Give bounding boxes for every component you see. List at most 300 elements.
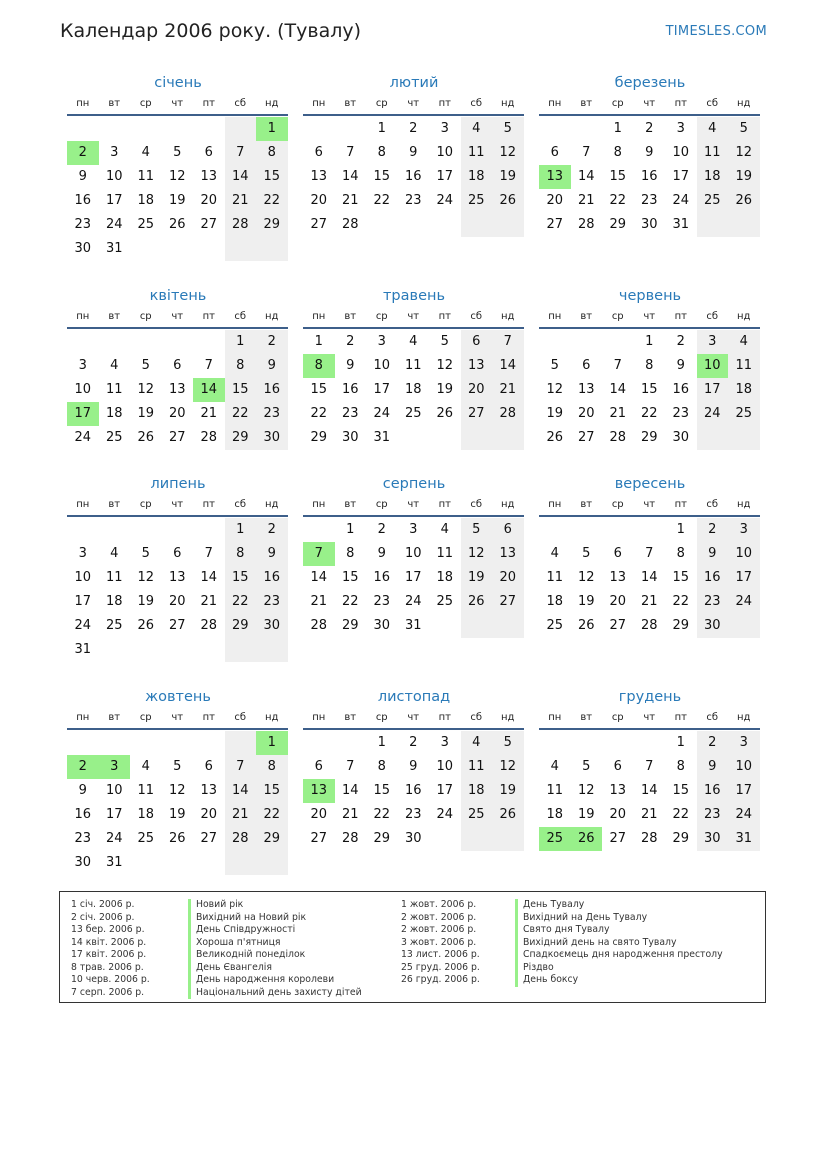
day-cell[interactable]: 30 xyxy=(404,831,422,846)
day-cell[interactable]: 8 xyxy=(676,546,685,561)
day-cell[interactable]: 30 xyxy=(640,217,658,232)
day-cell[interactable]: 20 xyxy=(461,378,493,402)
day-cell[interactable]: 20 xyxy=(546,193,564,208)
day-cell[interactable]: 10 xyxy=(74,570,92,585)
day-cell[interactable]: 5 xyxy=(173,759,182,774)
holiday-day-cell[interactable]: 26 xyxy=(571,827,603,851)
day-cell[interactable]: 10 xyxy=(672,145,690,160)
day-cell[interactable]: 1 xyxy=(676,735,685,750)
day-cell[interactable]: 26 xyxy=(436,406,454,421)
day-cell[interactable]: 1 xyxy=(377,735,386,750)
day-cell[interactable]: 11 xyxy=(546,570,564,585)
day-cell[interactable]: 9 xyxy=(697,542,729,566)
day-cell[interactable]: 21 xyxy=(341,193,359,208)
day-cell[interactable]: 10 xyxy=(105,169,123,184)
day-cell[interactable]: 17 xyxy=(728,566,760,590)
day-cell[interactable]: 5 xyxy=(173,145,182,160)
day-cell[interactable]: 27 xyxy=(461,402,493,426)
day-cell[interactable]: 29 xyxy=(672,831,690,846)
day-cell[interactable]: 20 xyxy=(492,566,524,590)
day-cell[interactable]: 22 xyxy=(373,807,391,822)
day-cell[interactable]: 25 xyxy=(137,217,155,232)
day-cell[interactable]: 18 xyxy=(137,807,155,822)
day-cell[interactable]: 18 xyxy=(105,406,123,421)
day-cell[interactable]: 27 xyxy=(577,430,595,445)
day-cell[interactable]: 2 xyxy=(697,518,729,542)
holiday-day-cell[interactable]: 17 xyxy=(67,402,99,426)
day-cell[interactable]: 21 xyxy=(341,807,359,822)
day-cell[interactable]: 15 xyxy=(373,783,391,798)
day-cell[interactable]: 17 xyxy=(436,169,454,184)
day-cell[interactable]: 11 xyxy=(461,755,493,779)
day-cell[interactable]: 2 xyxy=(409,121,418,136)
day-cell[interactable]: 22 xyxy=(373,193,391,208)
day-cell[interactable]: 24 xyxy=(436,193,454,208)
day-cell[interactable]: 7 xyxy=(346,759,355,774)
day-cell[interactable]: 1 xyxy=(377,121,386,136)
day-cell[interactable]: 8 xyxy=(377,759,386,774)
day-cell[interactable]: 3 xyxy=(110,145,119,160)
day-cell[interactable]: 22 xyxy=(225,590,257,614)
day-cell[interactable]: 6 xyxy=(173,546,182,561)
day-cell[interactable]: 30 xyxy=(74,241,92,256)
day-cell[interactable]: 19 xyxy=(168,193,186,208)
day-cell[interactable]: 25 xyxy=(461,189,493,213)
day-cell[interactable]: 25 xyxy=(436,594,454,609)
day-cell[interactable]: 17 xyxy=(74,594,92,609)
day-cell[interactable]: 20 xyxy=(310,193,328,208)
day-cell[interactable]: 1 xyxy=(225,330,257,354)
day-cell[interactable]: 29 xyxy=(341,618,359,633)
day-cell[interactable]: 1 xyxy=(225,518,257,542)
day-cell[interactable]: 10 xyxy=(74,382,92,397)
day-cell[interactable]: 5 xyxy=(141,546,150,561)
day-cell[interactable]: 24 xyxy=(74,618,92,633)
day-cell[interactable]: 7 xyxy=(613,358,622,373)
day-cell[interactable]: 5 xyxy=(141,358,150,373)
day-cell[interactable]: 26 xyxy=(461,590,493,614)
day-cell[interactable]: 25 xyxy=(404,406,422,421)
day-cell[interactable]: 11 xyxy=(546,783,564,798)
day-cell[interactable]: 21 xyxy=(200,594,218,609)
day-cell[interactable]: 14 xyxy=(609,382,627,397)
day-cell[interactable]: 22 xyxy=(672,807,690,822)
day-cell[interactable]: 17 xyxy=(697,378,729,402)
holiday-day-cell[interactable]: 2 xyxy=(67,141,99,165)
day-cell[interactable]: 12 xyxy=(577,570,595,585)
day-cell[interactable]: 15 xyxy=(672,783,690,798)
day-cell[interactable]: 20 xyxy=(577,406,595,421)
day-cell[interactable]: 28 xyxy=(577,217,595,232)
day-cell[interactable]: 8 xyxy=(256,141,288,165)
day-cell[interactable]: 23 xyxy=(341,406,359,421)
day-cell[interactable]: 27 xyxy=(492,590,524,614)
day-cell[interactable]: 28 xyxy=(225,213,257,237)
day-cell[interactable]: 2 xyxy=(676,334,685,349)
day-cell[interactable]: 29 xyxy=(225,614,257,638)
day-cell[interactable]: 5 xyxy=(728,117,760,141)
day-cell[interactable]: 24 xyxy=(105,217,123,232)
day-cell[interactable]: 26 xyxy=(546,430,564,445)
day-cell[interactable]: 22 xyxy=(341,594,359,609)
day-cell[interactable]: 13 xyxy=(168,570,186,585)
day-cell[interactable]: 18 xyxy=(697,165,729,189)
day-cell[interactable]: 22 xyxy=(256,189,288,213)
day-cell[interactable]: 21 xyxy=(200,406,218,421)
day-cell[interactable]: 9 xyxy=(409,759,418,774)
day-cell[interactable]: 7 xyxy=(645,759,654,774)
day-cell[interactable]: 6 xyxy=(314,145,323,160)
day-cell[interactable]: 20 xyxy=(609,807,627,822)
day-cell[interactable]: 19 xyxy=(546,406,564,421)
holiday-day-cell[interactable]: 2 xyxy=(67,755,99,779)
day-cell[interactable]: 23 xyxy=(373,594,391,609)
day-cell[interactable]: 20 xyxy=(168,594,186,609)
day-cell[interactable]: 27 xyxy=(609,831,627,846)
day-cell[interactable]: 13 xyxy=(310,169,328,184)
day-cell[interactable]: 6 xyxy=(613,546,622,561)
day-cell[interactable]: 15 xyxy=(256,779,288,803)
day-cell[interactable]: 31 xyxy=(728,827,760,851)
day-cell[interactable]: 16 xyxy=(640,169,658,184)
day-cell[interactable]: 19 xyxy=(137,406,155,421)
day-cell[interactable]: 5 xyxy=(550,358,559,373)
day-cell[interactable]: 27 xyxy=(546,217,564,232)
day-cell[interactable]: 4 xyxy=(697,117,729,141)
day-cell[interactable]: 28 xyxy=(640,831,658,846)
day-cell[interactable]: 18 xyxy=(546,594,564,609)
day-cell[interactable]: 30 xyxy=(256,426,288,450)
day-cell[interactable]: 5 xyxy=(492,117,524,141)
day-cell[interactable]: 17 xyxy=(672,169,690,184)
day-cell[interactable]: 31 xyxy=(672,217,690,232)
day-cell[interactable]: 25 xyxy=(728,402,760,426)
day-cell[interactable]: 28 xyxy=(200,430,218,445)
day-cell[interactable]: 10 xyxy=(105,783,123,798)
day-cell[interactable]: 24 xyxy=(74,430,92,445)
day-cell[interactable]: 17 xyxy=(105,807,123,822)
day-cell[interactable]: 29 xyxy=(256,213,288,237)
day-cell[interactable]: 31 xyxy=(74,642,92,657)
day-cell[interactable]: 14 xyxy=(640,570,658,585)
holiday-day-cell[interactable]: 10 xyxy=(697,354,729,378)
day-cell[interactable]: 13 xyxy=(577,382,595,397)
day-cell[interactable]: 18 xyxy=(461,165,493,189)
day-cell[interactable]: 16 xyxy=(672,382,690,397)
day-cell[interactable]: 15 xyxy=(373,169,391,184)
day-cell[interactable]: 3 xyxy=(676,121,685,136)
day-cell[interactable]: 12 xyxy=(492,755,524,779)
day-cell[interactable]: 11 xyxy=(697,141,729,165)
day-cell[interactable]: 8 xyxy=(225,542,257,566)
day-cell[interactable]: 13 xyxy=(200,169,218,184)
day-cell[interactable]: 14 xyxy=(492,354,524,378)
day-cell[interactable]: 3 xyxy=(440,121,449,136)
day-cell[interactable]: 23 xyxy=(256,590,288,614)
day-cell[interactable]: 4 xyxy=(550,759,559,774)
day-cell[interactable]: 26 xyxy=(137,430,155,445)
day-cell[interactable]: 15 xyxy=(640,382,658,397)
day-cell[interactable]: 28 xyxy=(492,402,524,426)
day-cell[interactable]: 15 xyxy=(672,570,690,585)
day-cell[interactable]: 23 xyxy=(640,193,658,208)
day-cell[interactable]: 21 xyxy=(225,189,257,213)
day-cell[interactable]: 12 xyxy=(168,169,186,184)
day-cell[interactable]: 22 xyxy=(256,803,288,827)
day-cell[interactable]: 16 xyxy=(373,570,391,585)
day-cell[interactable]: 21 xyxy=(225,803,257,827)
day-cell[interactable]: 18 xyxy=(105,594,123,609)
day-cell[interactable]: 11 xyxy=(728,354,760,378)
day-cell[interactable]: 29 xyxy=(256,827,288,851)
day-cell[interactable]: 1 xyxy=(676,522,685,537)
day-cell[interactable]: 18 xyxy=(404,382,422,397)
day-cell[interactable]: 20 xyxy=(609,594,627,609)
day-cell[interactable]: 30 xyxy=(341,430,359,445)
day-cell[interactable]: 18 xyxy=(137,193,155,208)
day-cell[interactable]: 14 xyxy=(310,570,328,585)
day-cell[interactable]: 3 xyxy=(409,522,418,537)
day-cell[interactable]: 10 xyxy=(436,145,454,160)
day-cell[interactable]: 4 xyxy=(550,546,559,561)
day-cell[interactable]: 5 xyxy=(440,334,449,349)
day-cell[interactable]: 2 xyxy=(645,121,654,136)
day-cell[interactable]: 28 xyxy=(200,618,218,633)
day-cell[interactable]: 6 xyxy=(492,518,524,542)
day-cell[interactable]: 19 xyxy=(168,807,186,822)
day-cell[interactable]: 4 xyxy=(440,522,449,537)
day-cell[interactable]: 1 xyxy=(613,121,622,136)
day-cell[interactable]: 4 xyxy=(409,334,418,349)
day-cell[interactable]: 7 xyxy=(204,546,213,561)
day-cell[interactable]: 10 xyxy=(373,358,391,373)
day-cell[interactable]: 25 xyxy=(546,618,564,633)
day-cell[interactable]: 8 xyxy=(613,145,622,160)
day-cell[interactable]: 24 xyxy=(105,831,123,846)
day-cell[interactable]: 6 xyxy=(613,759,622,774)
day-cell[interactable]: 21 xyxy=(310,594,328,609)
day-cell[interactable]: 27 xyxy=(200,831,218,846)
day-cell[interactable]: 25 xyxy=(105,430,123,445)
day-cell[interactable]: 21 xyxy=(640,594,658,609)
day-cell[interactable]: 15 xyxy=(609,169,627,184)
day-cell[interactable]: 22 xyxy=(672,594,690,609)
day-cell[interactable]: 12 xyxy=(137,570,155,585)
day-cell[interactable]: 28 xyxy=(310,618,328,633)
day-cell[interactable]: 31 xyxy=(404,618,422,633)
day-cell[interactable]: 24 xyxy=(728,803,760,827)
day-cell[interactable]: 17 xyxy=(404,570,422,585)
day-cell[interactable]: 26 xyxy=(137,618,155,633)
day-cell[interactable]: 29 xyxy=(310,430,328,445)
day-cell[interactable]: 30 xyxy=(697,614,729,638)
holiday-day-cell[interactable]: 8 xyxy=(303,354,335,378)
day-cell[interactable]: 19 xyxy=(436,382,454,397)
day-cell[interactable]: 20 xyxy=(168,406,186,421)
day-cell[interactable]: 23 xyxy=(672,406,690,421)
day-cell[interactable]: 4 xyxy=(728,330,760,354)
day-cell[interactable]: 15 xyxy=(341,570,359,585)
day-cell[interactable]: 14 xyxy=(200,570,218,585)
day-cell[interactable]: 9 xyxy=(256,542,288,566)
day-cell[interactable]: 5 xyxy=(582,759,591,774)
day-cell[interactable]: 13 xyxy=(461,354,493,378)
day-cell[interactable]: 10 xyxy=(404,546,422,561)
day-cell[interactable]: 5 xyxy=(461,518,493,542)
day-cell[interactable]: 21 xyxy=(609,406,627,421)
day-cell[interactable]: 7 xyxy=(225,755,257,779)
day-cell[interactable]: 19 xyxy=(492,165,524,189)
day-cell[interactable]: 27 xyxy=(168,618,186,633)
day-cell[interactable]: 25 xyxy=(137,831,155,846)
day-cell[interactable]: 7 xyxy=(346,145,355,160)
day-cell[interactable]: 7 xyxy=(582,145,591,160)
day-cell[interactable]: 22 xyxy=(225,402,257,426)
day-cell[interactable]: 20 xyxy=(200,193,218,208)
day-cell[interactable]: 27 xyxy=(168,430,186,445)
day-cell[interactable]: 8 xyxy=(645,358,654,373)
day-cell[interactable]: 10 xyxy=(728,542,760,566)
day-cell[interactable]: 18 xyxy=(546,807,564,822)
day-cell[interactable]: 29 xyxy=(609,217,627,232)
day-cell[interactable]: 13 xyxy=(200,783,218,798)
day-cell[interactable]: 1 xyxy=(645,334,654,349)
day-cell[interactable]: 30 xyxy=(697,827,729,851)
day-cell[interactable]: 8 xyxy=(346,546,355,561)
day-cell[interactable]: 23 xyxy=(74,217,92,232)
day-cell[interactable]: 27 xyxy=(310,217,328,232)
day-cell[interactable]: 17 xyxy=(728,779,760,803)
day-cell[interactable]: 29 xyxy=(373,831,391,846)
day-cell[interactable]: 2 xyxy=(409,735,418,750)
day-cell[interactable]: 11 xyxy=(436,546,454,561)
day-cell[interactable]: 11 xyxy=(105,570,123,585)
day-cell[interactable]: 24 xyxy=(728,590,760,614)
day-cell[interactable]: 12 xyxy=(436,358,454,373)
day-cell[interactable]: 1 xyxy=(314,334,323,349)
day-cell[interactable]: 9 xyxy=(645,145,654,160)
day-cell[interactable]: 26 xyxy=(168,831,186,846)
day-cell[interactable]: 3 xyxy=(728,731,760,755)
day-cell[interactable]: 16 xyxy=(256,378,288,402)
day-cell[interactable]: 3 xyxy=(78,546,87,561)
day-cell[interactable]: 29 xyxy=(640,430,658,445)
day-cell[interactable]: 13 xyxy=(168,382,186,397)
day-cell[interactable]: 16 xyxy=(697,566,729,590)
day-cell[interactable]: 4 xyxy=(110,358,119,373)
day-cell[interactable]: 19 xyxy=(137,594,155,609)
day-cell[interactable]: 24 xyxy=(672,193,690,208)
day-cell[interactable]: 9 xyxy=(78,169,87,184)
day-cell[interactable]: 16 xyxy=(697,779,729,803)
day-cell[interactable]: 4 xyxy=(141,145,150,160)
holiday-day-cell[interactable]: 1 xyxy=(256,117,288,141)
day-cell[interactable]: 6 xyxy=(314,759,323,774)
day-cell[interactable]: 7 xyxy=(645,546,654,561)
day-cell[interactable]: 23 xyxy=(74,831,92,846)
day-cell[interactable]: 6 xyxy=(582,358,591,373)
day-cell[interactable]: 12 xyxy=(546,382,564,397)
day-cell[interactable]: 13 xyxy=(609,570,627,585)
day-cell[interactable]: 3 xyxy=(78,358,87,373)
day-cell[interactable]: 26 xyxy=(492,189,524,213)
day-cell[interactable]: 25 xyxy=(697,189,729,213)
day-cell[interactable]: 11 xyxy=(137,783,155,798)
day-cell[interactable]: 21 xyxy=(640,807,658,822)
day-cell[interactable]: 17 xyxy=(105,193,123,208)
day-cell[interactable]: 4 xyxy=(461,731,493,755)
day-cell[interactable]: 16 xyxy=(404,169,422,184)
day-cell[interactable]: 4 xyxy=(110,546,119,561)
day-cell[interactable]: 14 xyxy=(577,169,595,184)
day-cell[interactable]: 19 xyxy=(577,594,595,609)
day-cell[interactable]: 7 xyxy=(204,358,213,373)
day-cell[interactable]: 7 xyxy=(492,330,524,354)
day-cell[interactable]: 2 xyxy=(346,334,355,349)
day-cell[interactable]: 9 xyxy=(676,358,685,373)
day-cell[interactable]: 11 xyxy=(105,382,123,397)
day-cell[interactable]: 9 xyxy=(78,783,87,798)
holiday-day-cell[interactable]: 14 xyxy=(193,378,225,402)
day-cell[interactable]: 22 xyxy=(310,406,328,421)
day-cell[interactable]: 27 xyxy=(609,618,627,633)
day-cell[interactable]: 19 xyxy=(492,779,524,803)
day-cell[interactable]: 9 xyxy=(409,145,418,160)
day-cell[interactable]: 11 xyxy=(137,169,155,184)
day-cell[interactable]: 15 xyxy=(310,382,328,397)
day-cell[interactable]: 7 xyxy=(225,141,257,165)
day-cell[interactable]: 28 xyxy=(341,217,359,232)
day-cell[interactable]: 3 xyxy=(697,330,729,354)
day-cell[interactable]: 23 xyxy=(256,402,288,426)
day-cell[interactable]: 6 xyxy=(461,330,493,354)
day-cell[interactable]: 5 xyxy=(492,731,524,755)
day-cell[interactable]: 26 xyxy=(168,217,186,232)
day-cell[interactable]: 6 xyxy=(204,759,213,774)
day-cell[interactable]: 23 xyxy=(404,807,422,822)
day-cell[interactable]: 27 xyxy=(200,217,218,232)
day-cell[interactable]: 15 xyxy=(256,165,288,189)
day-cell[interactable]: 20 xyxy=(310,807,328,822)
day-cell[interactable]: 12 xyxy=(461,542,493,566)
day-cell[interactable]: 22 xyxy=(640,406,658,421)
day-cell[interactable]: 23 xyxy=(404,193,422,208)
day-cell[interactable]: 2 xyxy=(377,522,386,537)
day-cell[interactable]: 14 xyxy=(341,169,359,184)
holiday-day-cell[interactable]: 13 xyxy=(539,165,571,189)
day-cell[interactable]: 6 xyxy=(173,358,182,373)
day-cell[interactable]: 16 xyxy=(404,783,422,798)
day-cell[interactable]: 3 xyxy=(440,735,449,750)
holiday-day-cell[interactable]: 7 xyxy=(303,542,335,566)
day-cell[interactable]: 27 xyxy=(310,831,328,846)
day-cell[interactable]: 25 xyxy=(461,803,493,827)
day-cell[interactable]: 21 xyxy=(577,193,595,208)
day-cell[interactable]: 23 xyxy=(697,590,729,614)
day-cell[interactable]: 4 xyxy=(141,759,150,774)
day-cell[interactable]: 11 xyxy=(461,141,493,165)
day-cell[interactable]: 29 xyxy=(225,426,257,450)
day-cell[interactable]: 8 xyxy=(225,354,257,378)
day-cell[interactable]: 24 xyxy=(373,406,391,421)
day-cell[interactable]: 6 xyxy=(204,145,213,160)
holiday-day-cell[interactable]: 13 xyxy=(303,779,335,803)
day-cell[interactable]: 26 xyxy=(728,189,760,213)
day-cell[interactable]: 14 xyxy=(341,783,359,798)
day-cell[interactable]: 16 xyxy=(74,807,92,822)
day-cell[interactable]: 20 xyxy=(200,807,218,822)
day-cell[interactable]: 16 xyxy=(341,382,359,397)
